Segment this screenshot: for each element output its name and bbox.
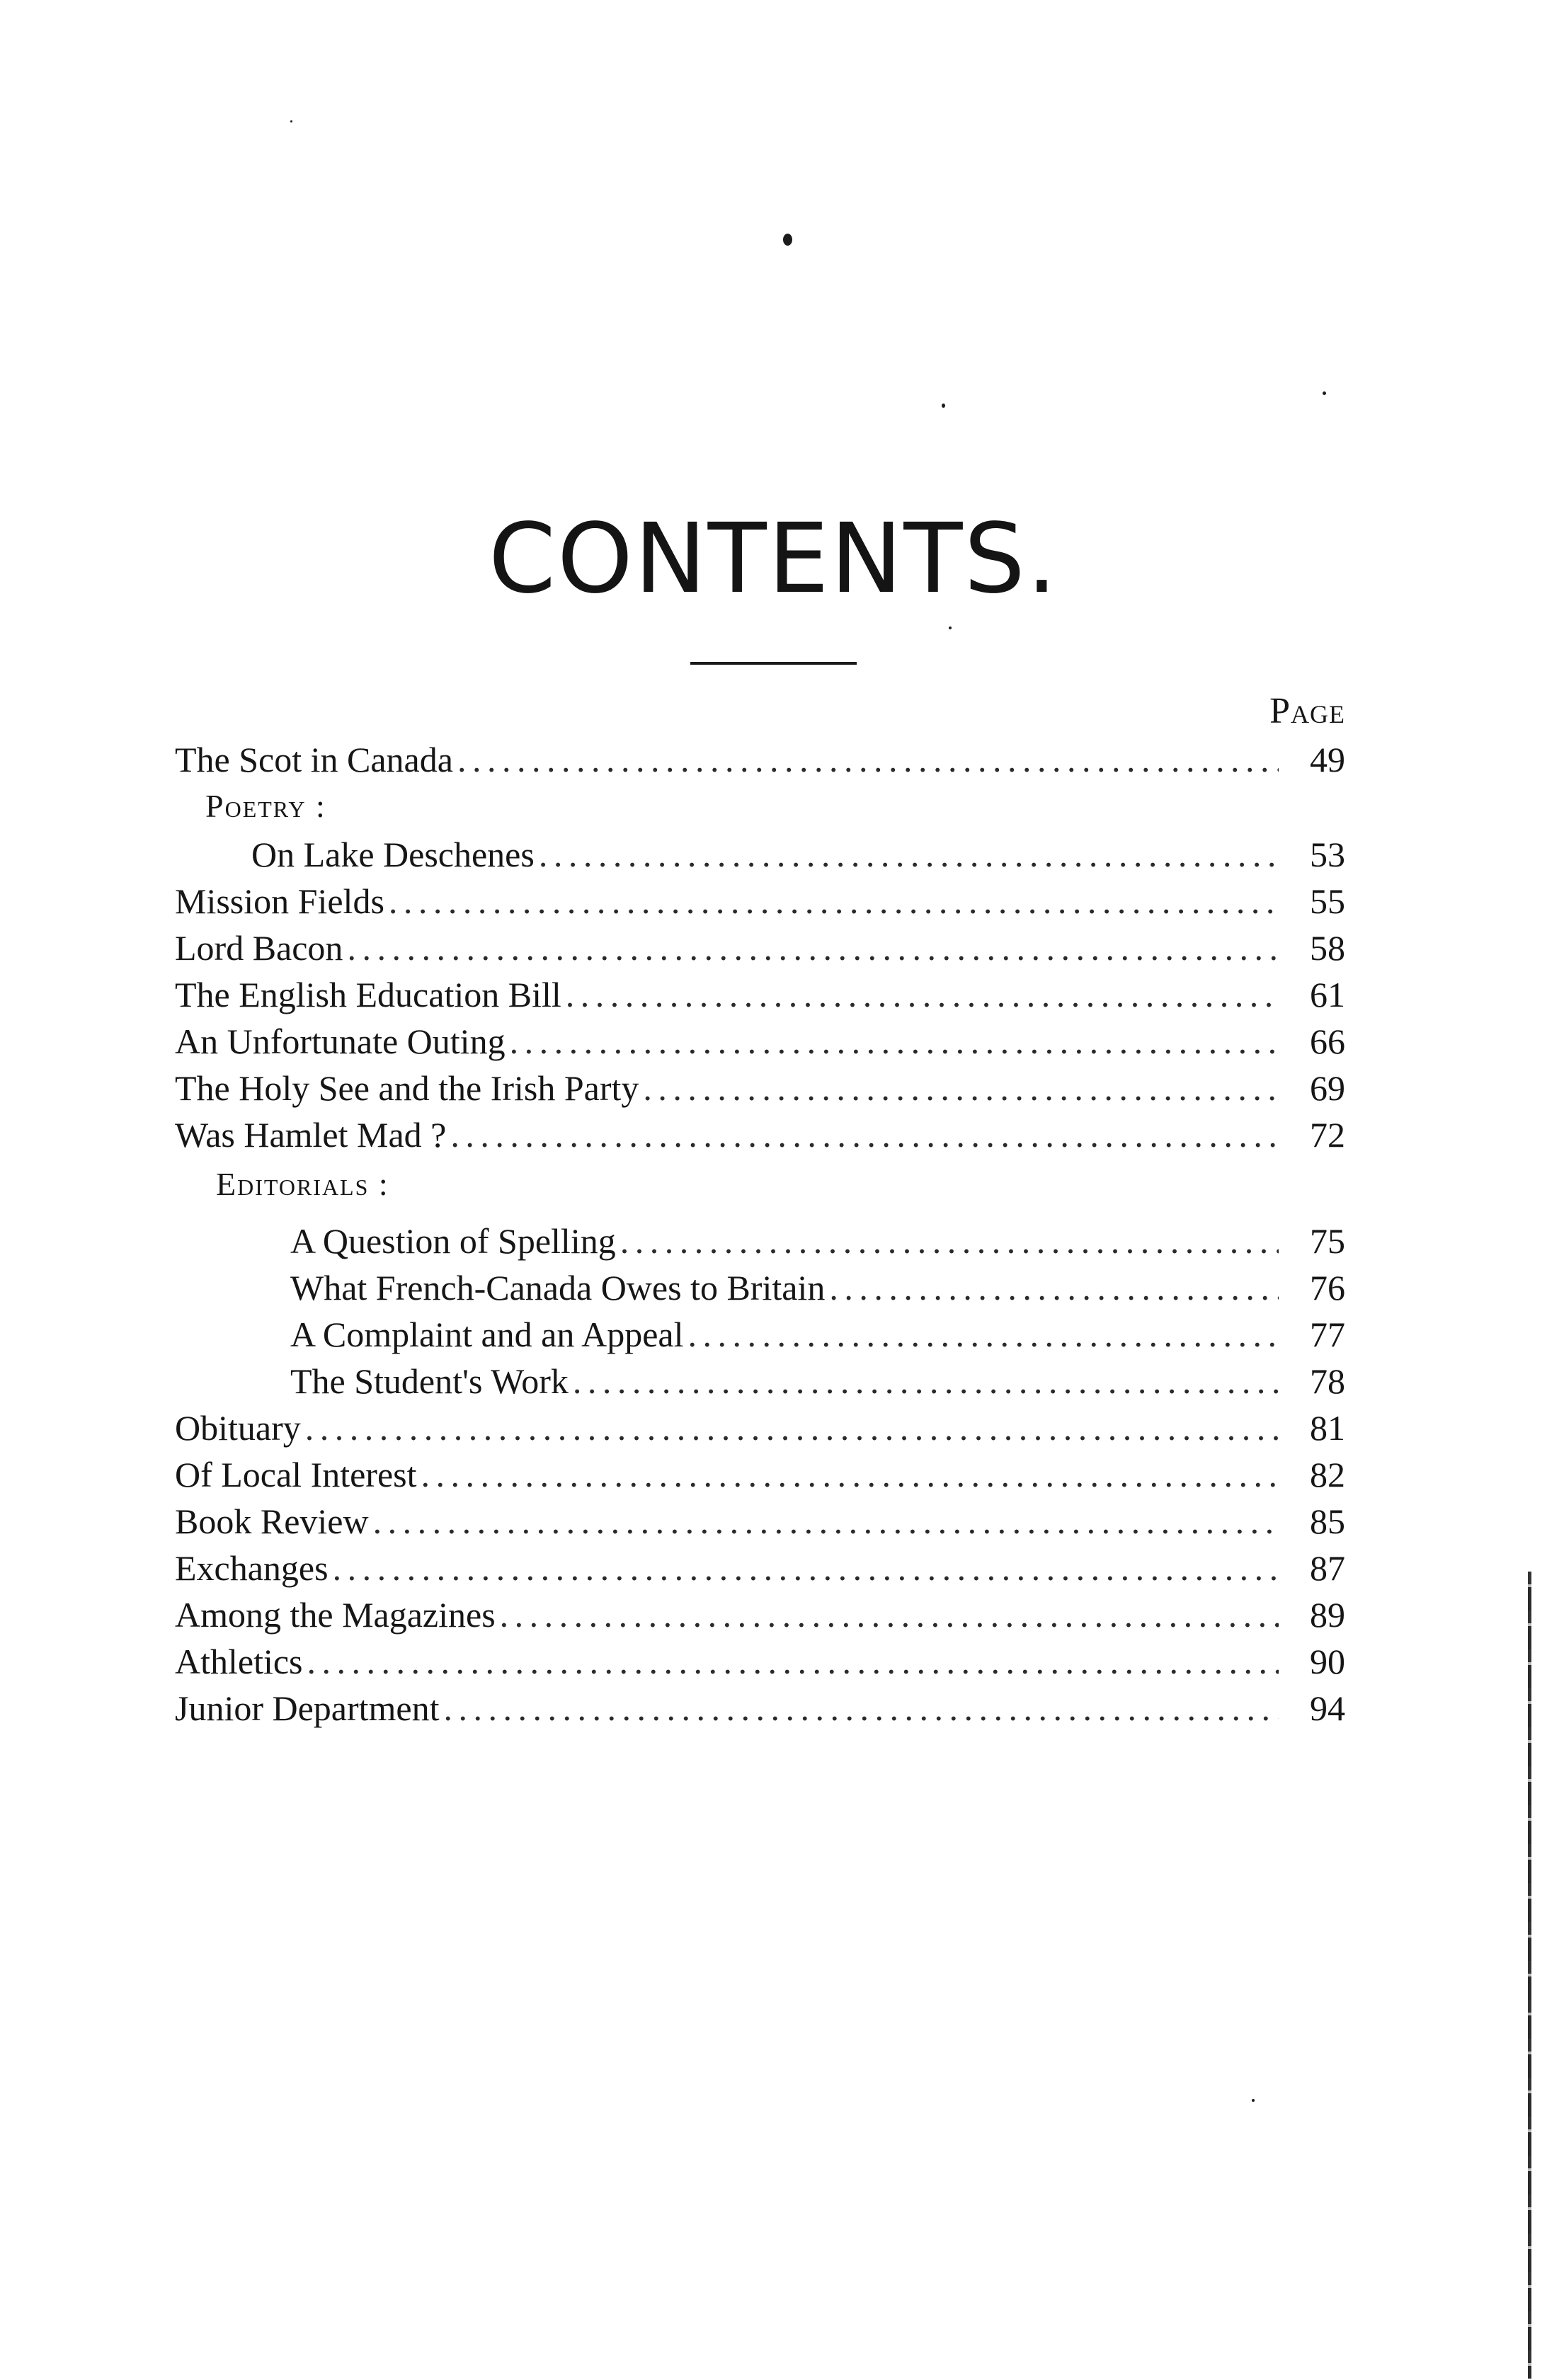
toc-entry-page: 55 — [1310, 881, 1345, 921]
dot-leader — [373, 1498, 1279, 1545]
toc-entry-page: 94 — [1310, 1688, 1345, 1728]
toc-entry[interactable] — [175, 878, 1345, 925]
toc-entry-page: 72 — [1310, 1115, 1345, 1155]
toc-entry-title: On Lake Deschenes — [251, 835, 535, 874]
dot-leader — [333, 1545, 1279, 1591]
toc-entry-page: 53 — [1310, 835, 1345, 874]
dot-leader — [347, 925, 1279, 971]
toc-entry[interactable] — [175, 1451, 1345, 1498]
dot-leader — [687, 1311, 1279, 1358]
toc-entry-page: 81 — [1310, 1408, 1345, 1448]
toc-entry-title: The English Education Bill — [175, 975, 561, 1014]
toc-entry[interactable] — [175, 1498, 1345, 1545]
toc-entry-title: The Holy See and the Irish Party — [175, 1068, 639, 1108]
toc-entry-page: 82 — [1310, 1455, 1345, 1494]
toc-entry-title: Among the Magazines — [175, 1595, 496, 1635]
toc-entry-page: 58 — [1310, 928, 1345, 968]
toc-entry-page: 87 — [1310, 1548, 1345, 1588]
toc-entry-title: Book Review — [175, 1501, 369, 1541]
ink-speck — [949, 627, 952, 629]
toc-entry-page: 78 — [1310, 1361, 1345, 1401]
toc-entry[interactable] — [175, 925, 1345, 971]
toc-entry[interactable] — [175, 1545, 1345, 1591]
toc-entry-title: The Scot in Canada — [175, 740, 453, 779]
dot-leader — [573, 1358, 1279, 1404]
toc-entry[interactable] — [251, 831, 1345, 878]
dot-leader — [389, 878, 1279, 925]
toc-entry-title: Mission Fields — [175, 881, 384, 921]
toc-entry-page: 77 — [1310, 1315, 1345, 1354]
title-rule — [690, 662, 857, 665]
toc-entry[interactable] — [290, 1311, 1345, 1358]
toc-entry-title: Of Local Interest — [175, 1455, 417, 1494]
toc-entry-page: 69 — [1310, 1068, 1345, 1108]
dot-leader — [539, 831, 1279, 878]
toc-entry[interactable] — [175, 736, 1345, 783]
dot-leader — [620, 1218, 1279, 1264]
toc-entry[interactable] — [175, 971, 1345, 1018]
ink-speck — [783, 234, 792, 246]
dot-leader — [643, 1065, 1279, 1111]
page-column-header: Page — [1269, 691, 1345, 731]
toc-entry-page: 61 — [1310, 975, 1345, 1014]
toc-entry-page: 89 — [1310, 1595, 1345, 1635]
dot-leader — [510, 1018, 1279, 1065]
toc-entry-page: 76 — [1310, 1268, 1345, 1308]
section-heading-poetry: Poetry : — [205, 788, 326, 824]
dot-leader — [500, 1591, 1279, 1638]
toc-entry[interactable] — [175, 1111, 1345, 1158]
toc-entry-title: An Unfortunate Outing — [175, 1022, 506, 1061]
ink-speck — [942, 404, 945, 408]
toc-entry-page: 90 — [1310, 1642, 1345, 1681]
toc-entry-title: A Complaint and an Appeal — [290, 1315, 684, 1354]
page-edge-shadow — [1528, 1572, 1531, 2379]
dot-leader — [421, 1451, 1279, 1498]
toc-entry[interactable] — [290, 1264, 1345, 1311]
dot-leader — [829, 1264, 1279, 1311]
toc-entry-title: Lord Bacon — [175, 928, 343, 968]
toc-entry[interactable] — [175, 1638, 1345, 1685]
toc-entry-title: Exchanges — [175, 1548, 329, 1588]
dot-leader — [444, 1685, 1279, 1732]
toc-entry[interactable] — [175, 1685, 1345, 1732]
section-heading-editorials: Editorials : — [216, 1166, 389, 1202]
dot-leader — [307, 1638, 1279, 1685]
toc-entry[interactable] — [290, 1218, 1345, 1264]
toc-entry[interactable] — [175, 1018, 1345, 1065]
toc-entry-title: A Question of Spelling — [290, 1221, 616, 1261]
toc-entry-title: What French-Canada Owes to Britain — [290, 1268, 826, 1308]
dot-leader — [566, 971, 1279, 1018]
toc-entry-page: 75 — [1310, 1221, 1345, 1261]
toc-entry[interactable] — [175, 1591, 1345, 1638]
toc-entry-title: The Student's Work — [290, 1361, 569, 1401]
toc-entry-page: 49 — [1310, 740, 1345, 779]
toc-entry[interactable] — [290, 1358, 1345, 1404]
dot-leader — [305, 1404, 1279, 1451]
toc-entry-title: Was Hamlet Mad ? — [175, 1115, 447, 1155]
toc-entry[interactable] — [175, 1065, 1345, 1111]
dot-leader — [450, 1111, 1279, 1158]
ink-speck — [1252, 2099, 1255, 2102]
page-title: CONTENTS. — [488, 503, 1059, 615]
toc-entry-page: 85 — [1310, 1501, 1345, 1541]
toc-entry-title: Obituary — [175, 1408, 301, 1448]
toc-entry-title: Junior Department — [175, 1688, 440, 1728]
toc-entry-title: Athletics — [175, 1642, 303, 1681]
dot-leader — [457, 736, 1279, 783]
toc-entry[interactable] — [175, 1404, 1345, 1451]
ink-speck — [290, 120, 292, 122]
toc-entry-page: 66 — [1310, 1022, 1345, 1061]
ink-speck — [1323, 391, 1326, 395]
